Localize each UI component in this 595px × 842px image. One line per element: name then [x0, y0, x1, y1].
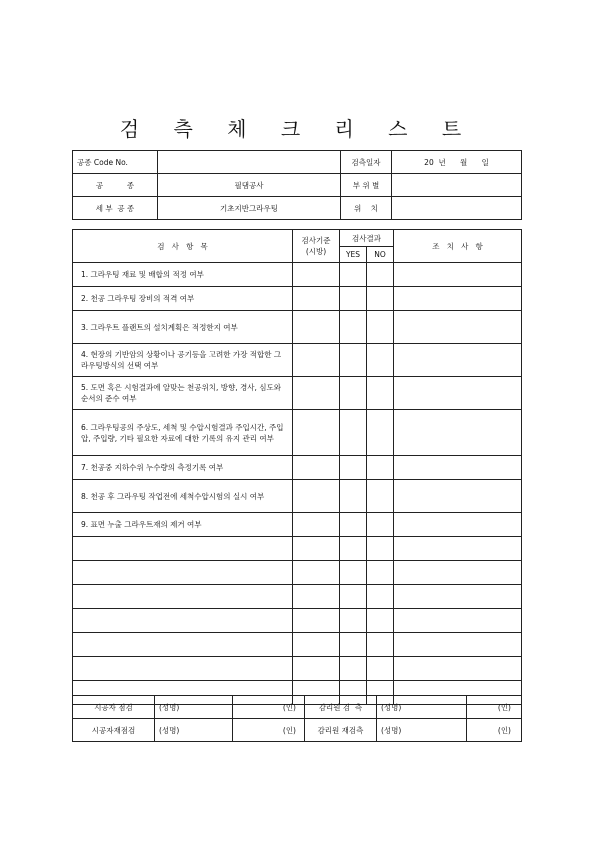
standard-cell[interactable]	[293, 456, 340, 480]
action-cell[interactable]	[394, 287, 522, 311]
yes-cell[interactable]	[340, 657, 367, 681]
no-cell[interactable]	[367, 537, 394, 561]
supervisor-recheck-label: 감리원 재검측	[305, 719, 377, 742]
no-cell[interactable]	[367, 410, 394, 456]
check-item: 8. 천공 후 그라우팅 작업전에 세척수압시험의 실시 여부	[73, 480, 293, 513]
yes-cell[interactable]	[340, 585, 367, 609]
work-type-value[interactable]: 필댐공사	[158, 174, 341, 197]
col-standard-line1: 검사기준	[301, 236, 331, 245]
location-label: 위 치	[341, 197, 392, 220]
contractor-recheck-label: 시공자재점검	[73, 719, 155, 742]
yes-cell[interactable]	[340, 377, 367, 410]
action-cell[interactable]	[394, 561, 522, 585]
no-cell[interactable]	[367, 287, 394, 311]
standard-cell[interactable]	[293, 344, 340, 377]
check-item: 4. 현장의 기반암의 상황이나 공기등을 고려한 가장 적합한 그라우팅방식의 선택 여부	[73, 344, 293, 377]
action-cell[interactable]	[394, 609, 522, 633]
contractor-check-label: 시공자 점검	[73, 696, 155, 719]
contractor-name-field[interactable]: (성명)	[155, 696, 233, 719]
action-cell[interactable]	[394, 410, 522, 456]
yes-cell[interactable]	[340, 344, 367, 377]
action-cell[interactable]	[394, 537, 522, 561]
standard-cell[interactable]	[293, 609, 340, 633]
standard-cell[interactable]	[293, 585, 340, 609]
standard-cell[interactable]	[293, 377, 340, 410]
date-value[interactable]: 20 년 월 일	[392, 151, 522, 174]
yes-cell[interactable]	[340, 263, 367, 287]
check-item: 2. 천공 그라우팅 장비의 적격 여부	[73, 287, 293, 311]
code-label: 공종 Code No.	[73, 151, 158, 174]
no-cell[interactable]	[367, 311, 394, 344]
col-item-header: 검 사 항 목	[73, 230, 293, 263]
yes-cell[interactable]	[340, 480, 367, 513]
no-cell[interactable]	[367, 585, 394, 609]
no-cell[interactable]	[367, 513, 394, 537]
standard-cell[interactable]	[293, 633, 340, 657]
no-cell[interactable]	[367, 263, 394, 287]
supervisor-check-label: 감리원 검 측	[305, 696, 377, 719]
action-cell[interactable]	[394, 657, 522, 681]
action-cell[interactable]	[394, 585, 522, 609]
checklist-table	[72, 229, 522, 705]
check-item: 1. 그라우팅 재료 및 배합의 적정 여부	[73, 263, 293, 287]
code-value[interactable]	[158, 151, 341, 174]
no-cell[interactable]	[367, 456, 394, 480]
standard-cell[interactable]	[293, 410, 340, 456]
check-item: 9. 표면 누출 그라우트재의 제거 여부	[73, 513, 293, 537]
check-item: 5. 도면 혹은 시험결과에 알맞는 천공위치, 방향, 경사, 심도와 순서의 준수 여부	[73, 377, 293, 410]
yes-cell[interactable]	[340, 633, 367, 657]
action-cell[interactable]	[394, 633, 522, 657]
action-cell[interactable]	[394, 263, 522, 287]
contractor-seal[interactable]: (인)	[233, 696, 305, 719]
empty-item-cell[interactable]	[73, 657, 293, 681]
dept-value[interactable]	[392, 174, 522, 197]
check-item: 6. 그라우팅공의 주상도, 세척 및 수압시험결과 주입시간, 주입압, 주입량, 기타 필요한 자료에 대한 기록의 유지 관리 여부	[73, 410, 293, 456]
supervisor-re-name-field[interactable]: (성명)	[377, 719, 467, 742]
yes-cell[interactable]	[340, 537, 367, 561]
action-cell[interactable]	[394, 480, 522, 513]
no-cell[interactable]	[367, 657, 394, 681]
no-cell[interactable]	[367, 561, 394, 585]
col-yes-header: YES	[340, 247, 367, 263]
empty-item-cell[interactable]	[73, 585, 293, 609]
dept-label: 부 위 별	[341, 174, 392, 197]
supervisor-seal[interactable]: (인)	[467, 696, 522, 719]
yes-cell[interactable]	[340, 311, 367, 344]
yes-cell[interactable]	[340, 456, 367, 480]
col-standard-header	[293, 230, 340, 263]
yes-cell[interactable]	[340, 609, 367, 633]
standard-cell[interactable]	[293, 263, 340, 287]
standard-cell[interactable]	[293, 480, 340, 513]
supervisor-name-field[interactable]: (성명)	[377, 696, 467, 719]
action-cell[interactable]	[394, 311, 522, 344]
no-cell[interactable]	[367, 480, 394, 513]
sub-work-value[interactable]: 기초지반그라우팅	[158, 197, 341, 220]
standard-cell[interactable]	[293, 657, 340, 681]
col-action-header: 조 치 사 항	[394, 230, 522, 263]
no-cell[interactable]	[367, 344, 394, 377]
empty-item-cell[interactable]	[73, 633, 293, 657]
standard-cell[interactable]	[293, 287, 340, 311]
yes-cell[interactable]	[340, 410, 367, 456]
action-cell[interactable]	[394, 344, 522, 377]
page-title: 검 측 체 크 리 스 트	[119, 117, 476, 141]
no-cell[interactable]	[367, 609, 394, 633]
check-item: 3. 그라우트 플랜트의 설치계획은 적정한지 여부	[73, 311, 293, 344]
yes-cell[interactable]	[340, 561, 367, 585]
check-item: 7. 천공중 지하수위 누수량의 측정기록 여부	[73, 456, 293, 480]
standard-cell[interactable]	[293, 311, 340, 344]
contractor-re-name-field[interactable]: (성명)	[155, 719, 233, 742]
no-cell[interactable]	[367, 377, 394, 410]
sub-work-label: 세 부 공 종	[73, 197, 158, 220]
action-cell[interactable]	[394, 377, 522, 410]
action-cell[interactable]	[394, 513, 522, 537]
yes-cell[interactable]	[340, 513, 367, 537]
standard-cell[interactable]	[293, 513, 340, 537]
info-table	[72, 150, 522, 220]
col-result-header: 검사결과	[340, 230, 394, 247]
supervisor-re-seal[interactable]: (인)	[467, 719, 522, 742]
date-label: 검측일자	[341, 151, 392, 174]
col-no-header: NO	[367, 247, 394, 263]
action-cell[interactable]	[394, 456, 522, 480]
signature-table	[72, 695, 522, 742]
work-type-label: 공 종	[73, 174, 158, 197]
empty-item-cell[interactable]	[73, 609, 293, 633]
empty-item-cell[interactable]	[73, 537, 293, 561]
yes-cell[interactable]	[340, 287, 367, 311]
standard-cell[interactable]	[293, 537, 340, 561]
standard-cell[interactable]	[293, 561, 340, 585]
contractor-re-seal[interactable]: (인)	[233, 719, 305, 742]
no-cell[interactable]	[367, 633, 394, 657]
location-value[interactable]	[392, 197, 522, 220]
col-standard-line2: (시방)	[305, 247, 327, 256]
empty-item-cell[interactable]	[73, 561, 293, 585]
